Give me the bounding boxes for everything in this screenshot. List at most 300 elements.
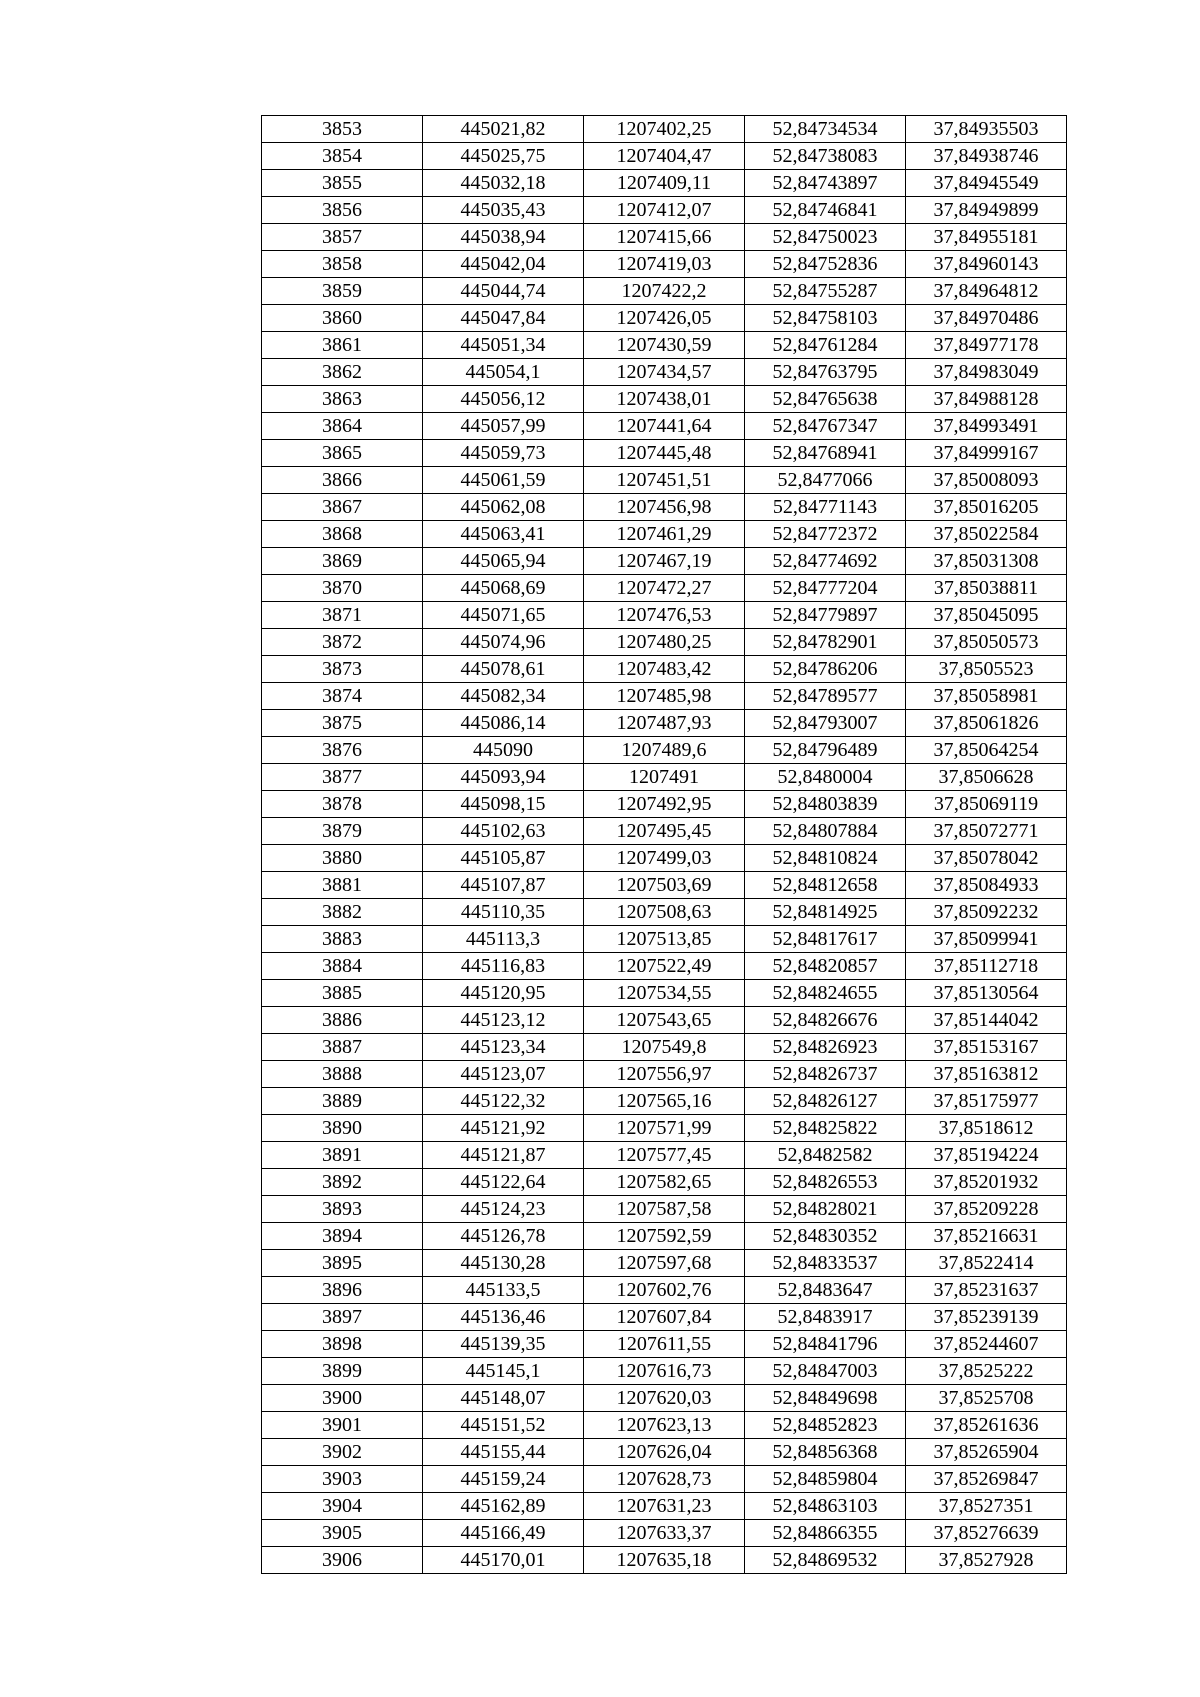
x-coordinate-cell: 445038,94 <box>423 224 584 251</box>
y-coordinate-cell: 1207461,29 <box>584 521 745 548</box>
point-number-cell: 3892 <box>262 1169 423 1196</box>
latitude-cell: 52,84841796 <box>745 1331 906 1358</box>
point-number-cell: 3900 <box>262 1385 423 1412</box>
table-row <box>262 1439 1067 1466</box>
longitude-cell: 37,85130564 <box>906 980 1067 1007</box>
y-coordinate-cell: 1207623,13 <box>584 1412 745 1439</box>
longitude-cell: 37,85084933 <box>906 872 1067 899</box>
table-row <box>262 1358 1067 1385</box>
point-number-cell: 3878 <box>262 791 423 818</box>
longitude-cell: 37,85022584 <box>906 521 1067 548</box>
longitude-cell: 37,85050573 <box>906 629 1067 656</box>
latitude-cell: 52,84830352 <box>745 1223 906 1250</box>
y-coordinate-cell: 1207633,37 <box>584 1520 745 1547</box>
latitude-cell: 52,84738083 <box>745 143 906 170</box>
table-row <box>262 1277 1067 1304</box>
table-row <box>262 1304 1067 1331</box>
longitude-cell: 37,84999167 <box>906 440 1067 467</box>
latitude-cell: 52,84767347 <box>745 413 906 440</box>
x-coordinate-cell: 445123,34 <box>423 1034 584 1061</box>
table-row <box>262 1412 1067 1439</box>
x-coordinate-cell: 445145,1 <box>423 1358 584 1385</box>
y-coordinate-cell: 1207508,63 <box>584 899 745 926</box>
latitude-cell: 52,84859804 <box>745 1466 906 1493</box>
y-coordinate-cell: 1207513,85 <box>584 926 745 953</box>
table-row <box>262 1466 1067 1493</box>
longitude-cell: 37,8522414 <box>906 1250 1067 1277</box>
y-coordinate-cell: 1207491 <box>584 764 745 791</box>
table-row <box>262 494 1067 521</box>
longitude-cell: 37,85209228 <box>906 1196 1067 1223</box>
longitude-cell: 37,85201932 <box>906 1169 1067 1196</box>
latitude-cell: 52,84833537 <box>745 1250 906 1277</box>
latitude-cell: 52,84863103 <box>745 1493 906 1520</box>
point-number-cell: 3870 <box>262 575 423 602</box>
latitude-cell: 52,8480004 <box>745 764 906 791</box>
latitude-cell: 52,84774692 <box>745 548 906 575</box>
longitude-cell: 37,84960143 <box>906 251 1067 278</box>
point-number-cell: 3902 <box>262 1439 423 1466</box>
longitude-cell: 37,85269847 <box>906 1466 1067 1493</box>
table-row <box>262 980 1067 1007</box>
table-row <box>262 278 1067 305</box>
point-number-cell: 3874 <box>262 683 423 710</box>
longitude-cell: 37,85092232 <box>906 899 1067 926</box>
latitude-cell: 52,84812658 <box>745 872 906 899</box>
latitude-cell: 52,84869532 <box>745 1547 906 1574</box>
table-row <box>262 332 1067 359</box>
y-coordinate-cell: 1207628,73 <box>584 1466 745 1493</box>
y-coordinate-cell: 1207480,25 <box>584 629 745 656</box>
y-coordinate-cell: 1207438,01 <box>584 386 745 413</box>
table-row <box>262 1250 1067 1277</box>
x-coordinate-cell: 445056,12 <box>423 386 584 413</box>
point-number-cell: 3853 <box>262 116 423 143</box>
latitude-cell: 52,84825822 <box>745 1115 906 1142</box>
table-row <box>262 1223 1067 1250</box>
longitude-cell: 37,84935503 <box>906 116 1067 143</box>
longitude-cell: 37,85078042 <box>906 845 1067 872</box>
y-coordinate-cell: 1207556,97 <box>584 1061 745 1088</box>
table-row <box>262 953 1067 980</box>
latitude-cell: 52,84765638 <box>745 386 906 413</box>
longitude-cell: 37,8527928 <box>906 1547 1067 1574</box>
longitude-cell: 37,8506628 <box>906 764 1067 791</box>
table-row <box>262 1547 1067 1574</box>
y-coordinate-cell: 1207635,18 <box>584 1547 745 1574</box>
point-number-cell: 3895 <box>262 1250 423 1277</box>
latitude-cell: 52,84807884 <box>745 818 906 845</box>
point-number-cell: 3866 <box>262 467 423 494</box>
y-coordinate-cell: 1207451,51 <box>584 467 745 494</box>
longitude-cell: 37,85099941 <box>906 926 1067 953</box>
y-coordinate-cell: 1207499,03 <box>584 845 745 872</box>
y-coordinate-cell: 1207534,55 <box>584 980 745 1007</box>
x-coordinate-cell: 445123,12 <box>423 1007 584 1034</box>
x-coordinate-cell: 445063,41 <box>423 521 584 548</box>
x-coordinate-cell: 445148,07 <box>423 1385 584 1412</box>
table-row <box>262 1493 1067 1520</box>
point-number-cell: 3893 <box>262 1196 423 1223</box>
x-coordinate-cell: 445133,5 <box>423 1277 584 1304</box>
latitude-cell: 52,84768941 <box>745 440 906 467</box>
x-coordinate-cell: 445166,49 <box>423 1520 584 1547</box>
table-row <box>262 710 1067 737</box>
latitude-cell: 52,84866355 <box>745 1520 906 1547</box>
point-number-cell: 3875 <box>262 710 423 737</box>
longitude-cell: 37,8505523 <box>906 656 1067 683</box>
longitude-cell: 37,85031308 <box>906 548 1067 575</box>
latitude-cell: 52,84772372 <box>745 521 906 548</box>
point-number-cell: 3904 <box>262 1493 423 1520</box>
y-coordinate-cell: 1207592,59 <box>584 1223 745 1250</box>
point-number-cell: 3879 <box>262 818 423 845</box>
point-number-cell: 3863 <box>262 386 423 413</box>
longitude-cell: 37,84977178 <box>906 332 1067 359</box>
y-coordinate-cell: 1207495,45 <box>584 818 745 845</box>
y-coordinate-cell: 1207602,76 <box>584 1277 745 1304</box>
table-row <box>262 764 1067 791</box>
point-number-cell: 3885 <box>262 980 423 1007</box>
longitude-cell: 37,8518612 <box>906 1115 1067 1142</box>
x-coordinate-cell: 445025,75 <box>423 143 584 170</box>
point-number-cell: 3861 <box>262 332 423 359</box>
x-coordinate-cell: 445057,99 <box>423 413 584 440</box>
x-coordinate-cell: 445065,94 <box>423 548 584 575</box>
x-coordinate-cell: 445021,82 <box>423 116 584 143</box>
x-coordinate-cell: 445151,52 <box>423 1412 584 1439</box>
y-coordinate-cell: 1207587,58 <box>584 1196 745 1223</box>
table-row <box>262 521 1067 548</box>
latitude-cell: 52,84782901 <box>745 629 906 656</box>
longitude-cell: 37,84993491 <box>906 413 1067 440</box>
longitude-cell: 37,85061826 <box>906 710 1067 737</box>
y-coordinate-cell: 1207472,27 <box>584 575 745 602</box>
longitude-cell: 37,84955181 <box>906 224 1067 251</box>
y-coordinate-cell: 1207434,57 <box>584 359 745 386</box>
latitude-cell: 52,84786206 <box>745 656 906 683</box>
point-number-cell: 3854 <box>262 143 423 170</box>
latitude-cell: 52,84761284 <box>745 332 906 359</box>
point-number-cell: 3873 <box>262 656 423 683</box>
y-coordinate-cell: 1207565,16 <box>584 1088 745 1115</box>
y-coordinate-cell: 1207582,65 <box>584 1169 745 1196</box>
x-coordinate-cell: 445136,46 <box>423 1304 584 1331</box>
y-coordinate-cell: 1207631,23 <box>584 1493 745 1520</box>
latitude-cell: 52,84779897 <box>745 602 906 629</box>
latitude-cell: 52,84763795 <box>745 359 906 386</box>
point-number-cell: 3877 <box>262 764 423 791</box>
table-row <box>262 602 1067 629</box>
y-coordinate-cell: 1207607,84 <box>584 1304 745 1331</box>
longitude-cell: 37,85069119 <box>906 791 1067 818</box>
longitude-cell: 37,85175977 <box>906 1088 1067 1115</box>
latitude-cell: 52,84826923 <box>745 1034 906 1061</box>
point-number-cell: 3880 <box>262 845 423 872</box>
latitude-cell: 52,84758103 <box>745 305 906 332</box>
table-row <box>262 143 1067 170</box>
latitude-cell: 52,84847003 <box>745 1358 906 1385</box>
longitude-cell: 37,85216631 <box>906 1223 1067 1250</box>
latitude-cell: 52,8483917 <box>745 1304 906 1331</box>
y-coordinate-cell: 1207492,95 <box>584 791 745 818</box>
latitude-cell: 52,84826127 <box>745 1088 906 1115</box>
table-row <box>262 575 1067 602</box>
table-row <box>262 548 1067 575</box>
y-coordinate-cell: 1207415,66 <box>584 224 745 251</box>
point-number-cell: 3903 <box>262 1466 423 1493</box>
point-number-cell: 3876 <box>262 737 423 764</box>
point-number-cell: 3889 <box>262 1088 423 1115</box>
latitude-cell: 52,84826553 <box>745 1169 906 1196</box>
point-number-cell: 3886 <box>262 1007 423 1034</box>
latitude-cell: 52,84820857 <box>745 953 906 980</box>
longitude-cell: 37,84983049 <box>906 359 1067 386</box>
point-number-cell: 3884 <box>262 953 423 980</box>
x-coordinate-cell: 445105,87 <box>423 845 584 872</box>
point-number-cell: 3855 <box>262 170 423 197</box>
point-number-cell: 3898 <box>262 1331 423 1358</box>
point-number-cell: 3888 <box>262 1061 423 1088</box>
table-row <box>262 386 1067 413</box>
longitude-cell: 37,85144042 <box>906 1007 1067 1034</box>
latitude-cell: 52,84771143 <box>745 494 906 521</box>
latitude-cell: 52,84810824 <box>745 845 906 872</box>
point-number-cell: 3858 <box>262 251 423 278</box>
x-coordinate-cell: 445121,87 <box>423 1142 584 1169</box>
point-number-cell: 3860 <box>262 305 423 332</box>
x-coordinate-cell: 445074,96 <box>423 629 584 656</box>
longitude-cell: 37,85231637 <box>906 1277 1067 1304</box>
table-row <box>262 1061 1067 1088</box>
longitude-cell: 37,85244607 <box>906 1331 1067 1358</box>
y-coordinate-cell: 1207487,93 <box>584 710 745 737</box>
x-coordinate-cell: 445059,73 <box>423 440 584 467</box>
table-row <box>262 1385 1067 1412</box>
table-row <box>262 1088 1067 1115</box>
latitude-cell: 52,84814925 <box>745 899 906 926</box>
coordinates-table-body <box>262 116 1067 1574</box>
point-number-cell: 3901 <box>262 1412 423 1439</box>
table-row <box>262 251 1067 278</box>
point-number-cell: 3872 <box>262 629 423 656</box>
x-coordinate-cell: 445044,74 <box>423 278 584 305</box>
point-number-cell: 3867 <box>262 494 423 521</box>
y-coordinate-cell: 1207483,42 <box>584 656 745 683</box>
table-row <box>262 1520 1067 1547</box>
y-coordinate-cell: 1207616,73 <box>584 1358 745 1385</box>
y-coordinate-cell: 1207441,64 <box>584 413 745 440</box>
y-coordinate-cell: 1207543,65 <box>584 1007 745 1034</box>
x-coordinate-cell: 445062,08 <box>423 494 584 521</box>
longitude-cell: 37,85072771 <box>906 818 1067 845</box>
latitude-cell: 52,84817617 <box>745 926 906 953</box>
x-coordinate-cell: 445113,3 <box>423 926 584 953</box>
point-number-cell: 3896 <box>262 1277 423 1304</box>
coordinates-table <box>261 115 1067 1574</box>
table-row <box>262 1007 1067 1034</box>
table-row <box>262 791 1067 818</box>
x-coordinate-cell: 445054,1 <box>423 359 584 386</box>
table-row <box>262 926 1067 953</box>
x-coordinate-cell: 445116,83 <box>423 953 584 980</box>
longitude-cell: 37,85016205 <box>906 494 1067 521</box>
latitude-cell: 52,84789577 <box>745 683 906 710</box>
point-number-cell: 3905 <box>262 1520 423 1547</box>
latitude-cell: 52,84755287 <box>745 278 906 305</box>
longitude-cell: 37,85064254 <box>906 737 1067 764</box>
point-number-cell: 3887 <box>262 1034 423 1061</box>
x-coordinate-cell: 445047,84 <box>423 305 584 332</box>
table-row <box>262 656 1067 683</box>
latitude-cell: 52,84746841 <box>745 197 906 224</box>
latitude-cell: 52,8482582 <box>745 1142 906 1169</box>
y-coordinate-cell: 1207430,59 <box>584 332 745 359</box>
x-coordinate-cell: 445051,34 <box>423 332 584 359</box>
table-row <box>262 818 1067 845</box>
table-row <box>262 683 1067 710</box>
latitude-cell: 52,84828021 <box>745 1196 906 1223</box>
table-row <box>262 170 1067 197</box>
latitude-cell: 52,84743897 <box>745 170 906 197</box>
table-row <box>262 1331 1067 1358</box>
table-row <box>262 845 1067 872</box>
x-coordinate-cell: 445170,01 <box>423 1547 584 1574</box>
longitude-cell: 37,85276639 <box>906 1520 1067 1547</box>
x-coordinate-cell: 445121,92 <box>423 1115 584 1142</box>
longitude-cell: 37,85163812 <box>906 1061 1067 1088</box>
y-coordinate-cell: 1207611,55 <box>584 1331 745 1358</box>
latitude-cell: 52,84752836 <box>745 251 906 278</box>
point-number-cell: 3856 <box>262 197 423 224</box>
longitude-cell: 37,85261636 <box>906 1412 1067 1439</box>
point-number-cell: 3871 <box>262 602 423 629</box>
x-coordinate-cell: 445122,64 <box>423 1169 584 1196</box>
point-number-cell: 3857 <box>262 224 423 251</box>
y-coordinate-cell: 1207445,48 <box>584 440 745 467</box>
x-coordinate-cell: 445090 <box>423 737 584 764</box>
y-coordinate-cell: 1207467,19 <box>584 548 745 575</box>
y-coordinate-cell: 1207522,49 <box>584 953 745 980</box>
longitude-cell: 37,85008093 <box>906 467 1067 494</box>
x-coordinate-cell: 445098,15 <box>423 791 584 818</box>
x-coordinate-cell: 445139,35 <box>423 1331 584 1358</box>
latitude-cell: 52,84824655 <box>745 980 906 1007</box>
table-row <box>262 1115 1067 1142</box>
x-coordinate-cell: 445086,14 <box>423 710 584 737</box>
x-coordinate-cell: 445093,94 <box>423 764 584 791</box>
point-number-cell: 3899 <box>262 1358 423 1385</box>
y-coordinate-cell: 1207626,04 <box>584 1439 745 1466</box>
x-coordinate-cell: 445032,18 <box>423 170 584 197</box>
y-coordinate-cell: 1207404,47 <box>584 143 745 170</box>
table-row <box>262 224 1067 251</box>
table-row <box>262 1169 1067 1196</box>
x-coordinate-cell: 445078,61 <box>423 656 584 683</box>
point-number-cell: 3859 <box>262 278 423 305</box>
point-number-cell: 3890 <box>262 1115 423 1142</box>
table-row <box>262 116 1067 143</box>
latitude-cell: 52,84849698 <box>745 1385 906 1412</box>
longitude-cell: 37,85153167 <box>906 1034 1067 1061</box>
longitude-cell: 37,84964812 <box>906 278 1067 305</box>
y-coordinate-cell: 1207456,98 <box>584 494 745 521</box>
y-coordinate-cell: 1207409,11 <box>584 170 745 197</box>
y-coordinate-cell: 1207620,03 <box>584 1385 745 1412</box>
x-coordinate-cell: 445124,23 <box>423 1196 584 1223</box>
point-number-cell: 3882 <box>262 899 423 926</box>
table-row <box>262 737 1067 764</box>
point-number-cell: 3906 <box>262 1547 423 1574</box>
x-coordinate-cell: 445122,32 <box>423 1088 584 1115</box>
latitude-cell: 52,84734534 <box>745 116 906 143</box>
x-coordinate-cell: 445068,69 <box>423 575 584 602</box>
longitude-cell: 37,8525222 <box>906 1358 1067 1385</box>
latitude-cell: 52,84750023 <box>745 224 906 251</box>
y-coordinate-cell: 1207402,25 <box>584 116 745 143</box>
point-number-cell: 3865 <box>262 440 423 467</box>
x-coordinate-cell: 445162,89 <box>423 1493 584 1520</box>
x-coordinate-cell: 445035,43 <box>423 197 584 224</box>
longitude-cell: 37,84945549 <box>906 170 1067 197</box>
x-coordinate-cell: 445042,04 <box>423 251 584 278</box>
latitude-cell: 52,8483647 <box>745 1277 906 1304</box>
longitude-cell: 37,84949899 <box>906 197 1067 224</box>
table-row <box>262 467 1067 494</box>
y-coordinate-cell: 1207597,68 <box>584 1250 745 1277</box>
x-coordinate-cell: 445123,07 <box>423 1061 584 1088</box>
table-row <box>262 1142 1067 1169</box>
point-number-cell: 3862 <box>262 359 423 386</box>
x-coordinate-cell: 445061,59 <box>423 467 584 494</box>
latitude-cell: 52,84826676 <box>745 1007 906 1034</box>
x-coordinate-cell: 445107,87 <box>423 872 584 899</box>
point-number-cell: 3891 <box>262 1142 423 1169</box>
x-coordinate-cell: 445126,78 <box>423 1223 584 1250</box>
point-number-cell: 3869 <box>262 548 423 575</box>
point-number-cell: 3883 <box>262 926 423 953</box>
longitude-cell: 37,85038811 <box>906 575 1067 602</box>
y-coordinate-cell: 1207577,45 <box>584 1142 745 1169</box>
y-coordinate-cell: 1207571,99 <box>584 1115 745 1142</box>
latitude-cell: 52,8477066 <box>745 467 906 494</box>
table-row <box>262 413 1067 440</box>
point-number-cell: 3881 <box>262 872 423 899</box>
longitude-cell: 37,84938746 <box>906 143 1067 170</box>
y-coordinate-cell: 1207489,6 <box>584 737 745 764</box>
point-number-cell: 3897 <box>262 1304 423 1331</box>
latitude-cell: 52,84796489 <box>745 737 906 764</box>
y-coordinate-cell: 1207485,98 <box>584 683 745 710</box>
y-coordinate-cell: 1207503,69 <box>584 872 745 899</box>
y-coordinate-cell: 1207419,03 <box>584 251 745 278</box>
table-row <box>262 197 1067 224</box>
latitude-cell: 52,84852823 <box>745 1412 906 1439</box>
x-coordinate-cell: 445071,65 <box>423 602 584 629</box>
point-number-cell: 3864 <box>262 413 423 440</box>
x-coordinate-cell: 445120,95 <box>423 980 584 1007</box>
longitude-cell: 37,85112718 <box>906 953 1067 980</box>
y-coordinate-cell: 1207549,8 <box>584 1034 745 1061</box>
longitude-cell: 37,85194224 <box>906 1142 1067 1169</box>
latitude-cell: 52,84856368 <box>745 1439 906 1466</box>
longitude-cell: 37,84988128 <box>906 386 1067 413</box>
point-number-cell: 3868 <box>262 521 423 548</box>
table-row <box>262 629 1067 656</box>
longitude-cell: 37,8525708 <box>906 1385 1067 1412</box>
x-coordinate-cell: 445082,34 <box>423 683 584 710</box>
latitude-cell: 52,84803839 <box>745 791 906 818</box>
